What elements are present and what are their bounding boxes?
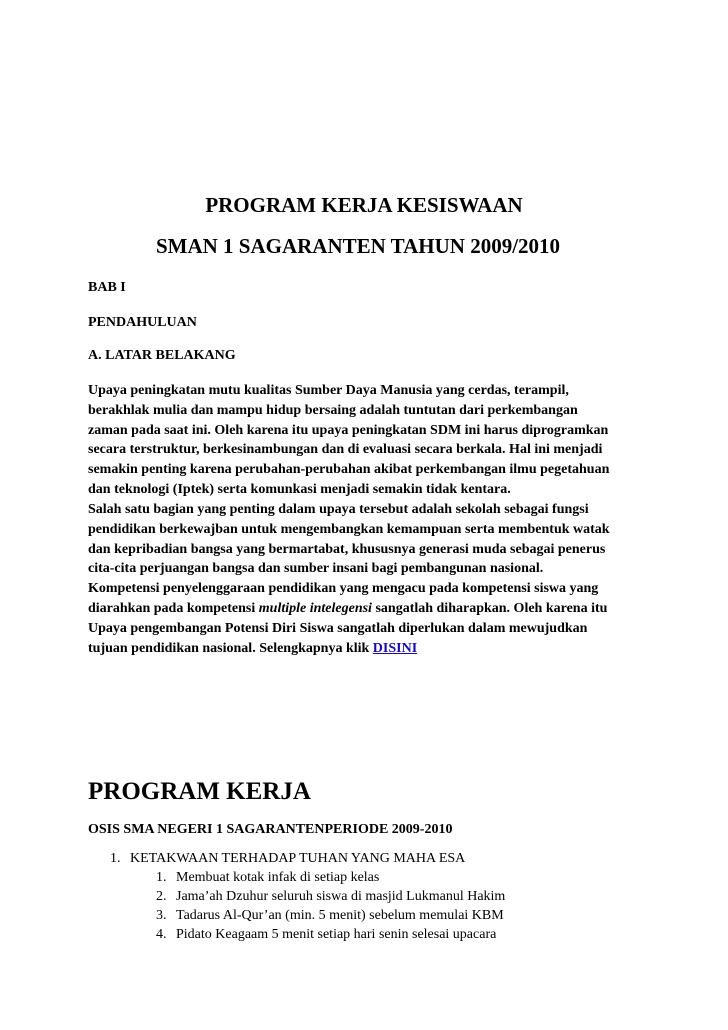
italic-term: multiple intelegensi xyxy=(258,600,372,616)
chapter-title: PENDAHULUAN xyxy=(88,315,197,330)
paragraph-2 xyxy=(88,500,648,658)
line-suffix: sangatlah diharapkan. Oleh karena itu xyxy=(371,600,608,616)
list-number: 1. xyxy=(110,851,121,866)
paragraph-line: cita-cita perjuangan bangsa dan sumber insani bagi pembangunan nasional. xyxy=(88,561,544,577)
paragraph-line: secara terstruktur, berkesinambungan dan di evaluasi secara berkala. Hal ini menjadi xyxy=(88,442,603,458)
paragraph-line: Kompetensi penyelenggaraan pendidikan yang mengacu pada kompetensi siswa yang xyxy=(88,581,599,597)
list-item-text: Jama’ah Dzuhur seluruh siswa di masjid Lukmanul Hakim xyxy=(176,889,506,904)
program-heading: PROGRAM KERJA xyxy=(88,778,311,805)
list-item-label: KETAKWAAN TERHADAP TUHAN YANG MAHA ESA xyxy=(130,851,466,866)
paragraph-line: zaman pada saat ini. Oleh karena itu upaya peningkatan SDM ini harus diprogramkan xyxy=(88,422,609,438)
chapter-label: BAB I xyxy=(88,280,126,295)
sub-list-item xyxy=(156,868,379,887)
disini-link[interactable]: DISINI xyxy=(372,640,418,656)
paragraph-line: berakhlak mulia dan mampu hidup bersaing adalah tuntutan dari perkembangan xyxy=(88,402,578,418)
paragraph-line: dan teknologi (Iptek) serta komunkasi menjadi semakin tidak kentara. xyxy=(88,481,511,497)
line-prefix: tujuan pendidikan nasional. Selengkapnya klik xyxy=(88,640,373,656)
sub-list-item xyxy=(156,925,496,944)
list-item-text: Tadarus Al-Qur’an (min. 5 menit) sebelum memulai KBM xyxy=(176,908,504,923)
paragraph-line: Upaya peningkatan mutu kualitas Sumber Daya Manusia yang cerdas, terampil, xyxy=(88,383,569,398)
paragraph-line: pendidikan berkewajban untuk mengembangkan kemampuan serta membentuk watak xyxy=(88,521,610,537)
list-item xyxy=(110,849,465,868)
paragraph-line xyxy=(88,599,648,619)
list-item-text: Pidato Keagaam 5 menit setiap hari senin selesai upacara xyxy=(176,927,497,942)
paragraph-1 xyxy=(88,381,648,500)
paragraph-line: semakin penting karena perubahan-perubahan akibat perkembangan ilmu pegetahuan xyxy=(88,462,610,478)
sub-list-item xyxy=(156,906,504,925)
sub-list-item xyxy=(156,887,505,906)
paragraph-line xyxy=(88,639,648,659)
list-item-text: Membuat kotak infak di setiap kelas xyxy=(176,870,380,885)
list-number: 4. xyxy=(156,927,167,942)
osis-line: OSIS SMA NEGERI 1 SAGARANTENPERIODE 2009-2010 xyxy=(88,822,453,837)
paragraph-line: dan kepribadian bangsa yang bermartabat, khususnya generasi muda sebagai penerus xyxy=(88,541,606,557)
paragraph-line: Upaya pengembangan Potensi Diri Siswa sangatlah diperlukan dalam mewujudkan xyxy=(88,620,588,636)
line-prefix: diarahkan pada kompetensi xyxy=(88,600,259,616)
list-number: 2. xyxy=(156,889,167,904)
list-number: 1. xyxy=(156,870,167,885)
document-title: PROGRAM KERJA KESISWAAN xyxy=(205,193,523,217)
paragraph-line: Salah satu bagian yang penting dalam upaya tersebut adalah sekolah sebagai fungsi xyxy=(88,502,589,517)
document-subtitle: SMAN 1 SAGARANTEN TAHUN 2009/2010 xyxy=(155,234,561,258)
list-number: 3. xyxy=(156,908,167,923)
section-heading: A. LATAR BELAKANG xyxy=(88,348,236,363)
